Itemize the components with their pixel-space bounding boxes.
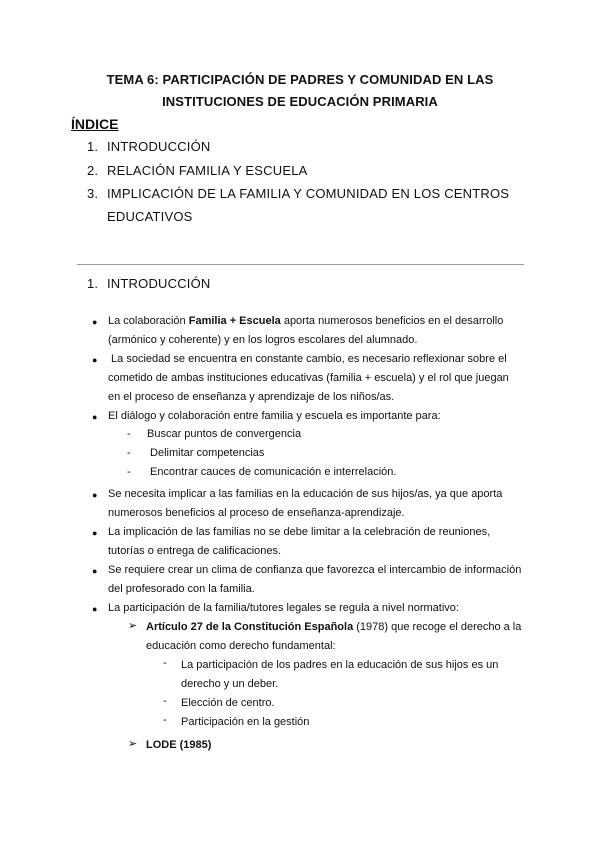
toc-text: INTRODUCCIÓN [107,139,211,154]
bullet-dot: ● [92,604,98,614]
bullet-dot: ● [92,317,98,327]
law-1-item-1-line-2: derecho y un deber. [181,678,279,690]
law-text: (1978) que recoge el derecho a la [353,621,522,633]
toc-number: 2. [87,163,99,178]
bullet-dot: ● [92,490,98,500]
law-1-line-2: educación como derecho fundamental: [146,640,336,652]
section-heading [87,276,211,291]
toc-item-2 [87,163,308,178]
bullet-4-line-1: Se necesita implicar a las familias en la educación de sus hijos/as, ya que aporta [108,488,503,500]
law-1-line-1 [146,618,526,637]
bullet-text: aporta numerosos beneficios en el desarrollo [280,315,504,327]
document-title-line-2: INSTITUCIONES DE EDUCACIÓN PRIMARIA [162,94,438,109]
arrow-marker: ➢ [128,620,138,632]
dialogue-item-3: Encontrar cauces de comunicación e interrelación. [147,466,397,478]
bullet-dot: ● [92,566,98,576]
bold-term: Familia + Escuela [188,315,281,327]
bullet-7-line-1: La participación de la familia/tutores legales se regula a nivel normativo: [108,602,459,614]
index-heading: ÍNDICE [71,116,119,132]
document-title-line-1: TEMA 6: PARTICIPACIÓN DE PADRES Y COMUNIDAD EN LAS [106,72,494,87]
arrow-marker: ➢ [128,738,138,750]
toc-text: IMPLICACIÓN DE LA FAMILIA Y COMUNIDAD EN LOS CENTROS [107,186,510,201]
toc-number: 1. [87,139,99,154]
toc-item-3 [87,186,509,201]
bold-term: Artículo 27 de la Constitución Española [146,621,354,633]
dash-marker: - [163,695,167,707]
bullet-5-line-1: La implicación de las familias no se debe limitar a la celebración de reuniones, [108,526,491,538]
bullet-1-line-2: (armónico y coherente) y en los logros escolares del alumnado. [108,334,418,346]
toc-item-3-continued: EDUCATIVOS [107,209,193,224]
bold-term: LODE (1985) [146,739,212,751]
toc-number: 3. [87,186,99,201]
toc-item-1 [87,139,211,154]
bullet-5-line-2: tutorías o entrega de calificaciones. [108,545,282,557]
bullet-4-line-2: numerosos beneficios al proceso de enseñanza-aprendizaje. [108,507,405,519]
bullet-2-line-3: en el proceso de enseñanza y aprendizaje de los niños/as. [108,391,395,403]
dialogue-item-2: Delimitar competencias [147,447,265,459]
bullet-dot: ● [92,528,98,538]
bullet-3-line-1: El diálogo y colaboración entre familia y escuela es importante para: [108,410,441,422]
bullet-dot: ● [92,355,98,365]
toc-text: RELACIÓN FAMILIA Y ESCUELA [107,163,308,178]
section-title: INTRODUCCIÓN [107,276,211,291]
section-divider [77,264,524,265]
bullet-dot: ● [92,412,98,422]
law-2-line-1 [146,736,526,755]
dash-marker: - [163,657,167,669]
bullet-2-line-2: cometido de ambas instituciones educativas (familia + escuela) y el rol que juegan [108,372,509,384]
law-1-item-1-line-1: La participación de los padres en la educación de sus hijos es un [181,659,499,671]
section-number: 1. [87,276,99,291]
dash-marker: - [127,428,131,440]
law-1-item-2: Elección de centro. [181,697,275,709]
dash-marker: - [127,466,131,478]
dialogue-item-1: Buscar puntos de convergencia [147,428,302,440]
bullet-6-line-2: del profesorado con la familia. [108,583,255,595]
dash-marker: - [163,714,167,726]
bullet-1-line-1 [108,312,528,331]
law-1-item-3: Participación en la gestión [181,716,310,728]
bullet-6-line-1: Se requiere crear un clima de confianza que favorezca el intercambio de información [108,564,522,576]
bullet-text: La colaboración [108,315,189,327]
dash-marker: - [127,447,131,459]
bullet-2-line-1: La sociedad se encuentra en constante cambio, es necesario reflexionar sobre el [108,353,507,365]
